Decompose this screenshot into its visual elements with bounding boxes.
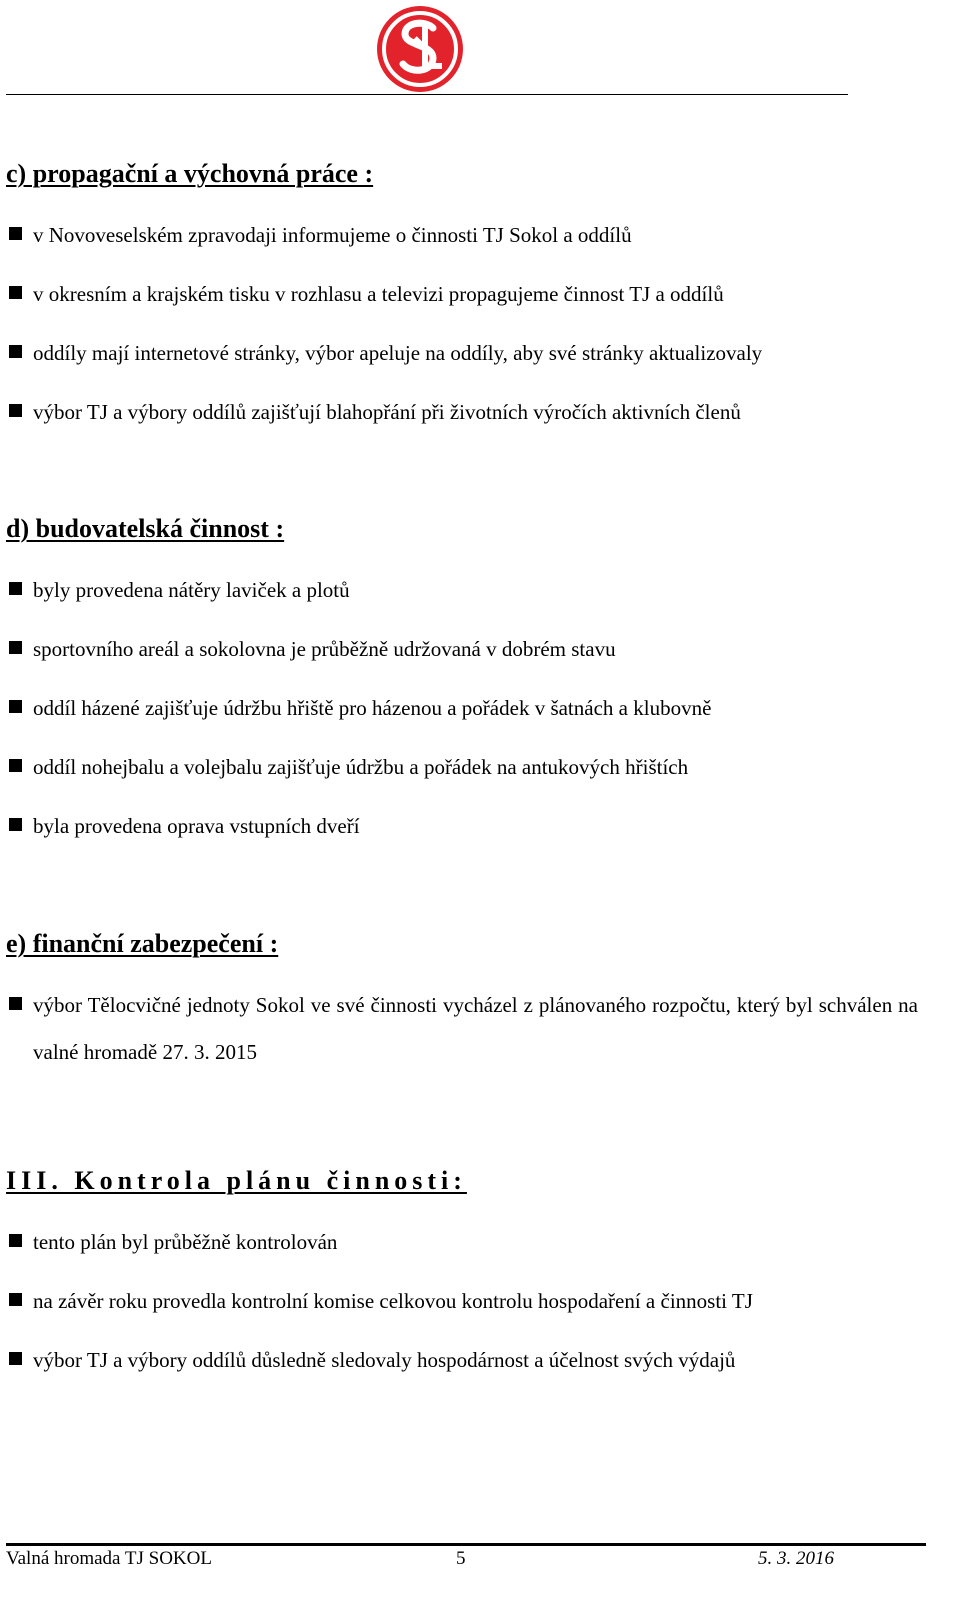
header-rule <box>6 94 848 95</box>
list-item: byla provedena oprava vstupních dveří <box>6 803 926 850</box>
section-heading-iii: III. Kontrola plánu činnosti: <box>6 1166 467 1195</box>
sokol-logo <box>375 4 465 94</box>
list-item: v Novoveselském zpravodaji informujeme o činnosti TJ Sokol a oddílů <box>6 212 926 259</box>
footer-title: Valná hromada TJ SOKOL <box>6 1548 212 1569</box>
bullet-square-icon <box>9 1352 22 1365</box>
bullet-square-icon <box>9 759 22 772</box>
list-item: oddíly mají internetové stránky, výbor apeluje na oddíly, aby své stránky aktualizovaly <box>6 330 926 377</box>
footer-date: 5. 3. 2016 <box>758 1548 834 1569</box>
list-item: byly provedena nátěry laviček a plotů <box>6 567 926 614</box>
bullet-square-icon <box>9 286 22 299</box>
bullet-square-icon <box>9 1293 22 1306</box>
bullet-square-icon <box>9 404 22 417</box>
list-item: tento plán byl průběžně kontrolován <box>6 1219 926 1266</box>
section-heading-c: c) propagační a výchovná práce : <box>6 159 374 188</box>
list-item: v okresním a krajském tisku v rozhlasu a televizi propagujeme činnost TJ a oddílů <box>6 271 926 318</box>
list-item: oddíl házené zajišťuje údržbu hřiště pro házenou a pořádek v šatnách a klubovně <box>6 685 926 732</box>
section-heading-d: d) budovatelská činnost : <box>6 514 285 543</box>
bullet-square-icon <box>9 997 22 1010</box>
list-item: výbor TJ a výbory oddílů důsledně sledovaly hospodárnost a účelnost svých výdajů <box>6 1337 926 1384</box>
bullet-square-icon <box>9 641 22 654</box>
footer-rule <box>6 1543 926 1546</box>
bullet-square-icon <box>9 582 22 595</box>
bullet-square-icon <box>9 818 22 831</box>
bullet-square-icon <box>9 345 22 358</box>
list-item: výbor Tělocvičné jednoty Sokol ve své činnosti vycházel z plánovaného rozpočtu, který byl schválen na valné hromadě 27. 3. 2015 <box>6 982 918 1076</box>
list-item: sportovního areál a sokolovna je průběžně udržovaná v dobrém stavu <box>6 626 926 673</box>
section-heading-e: e) finanční zabezpečení : <box>6 929 279 958</box>
page-number: 5 <box>456 1548 466 1569</box>
bullet-square-icon <box>9 227 22 240</box>
list-item: na závěr roku provedla kontrolní komise celkovou kontrolu hospodaření a činnosti TJ <box>6 1278 926 1325</box>
bullet-square-icon <box>9 1234 22 1247</box>
list-item: oddíl nohejbalu a volejbalu zajišťuje údržbu a pořádek na antukových hřištích <box>6 744 926 791</box>
list-item: výbor TJ a výbory oddílů zajišťují blahopřání při životních výročích aktivních členů <box>6 389 926 436</box>
bullet-square-icon <box>9 700 22 713</box>
